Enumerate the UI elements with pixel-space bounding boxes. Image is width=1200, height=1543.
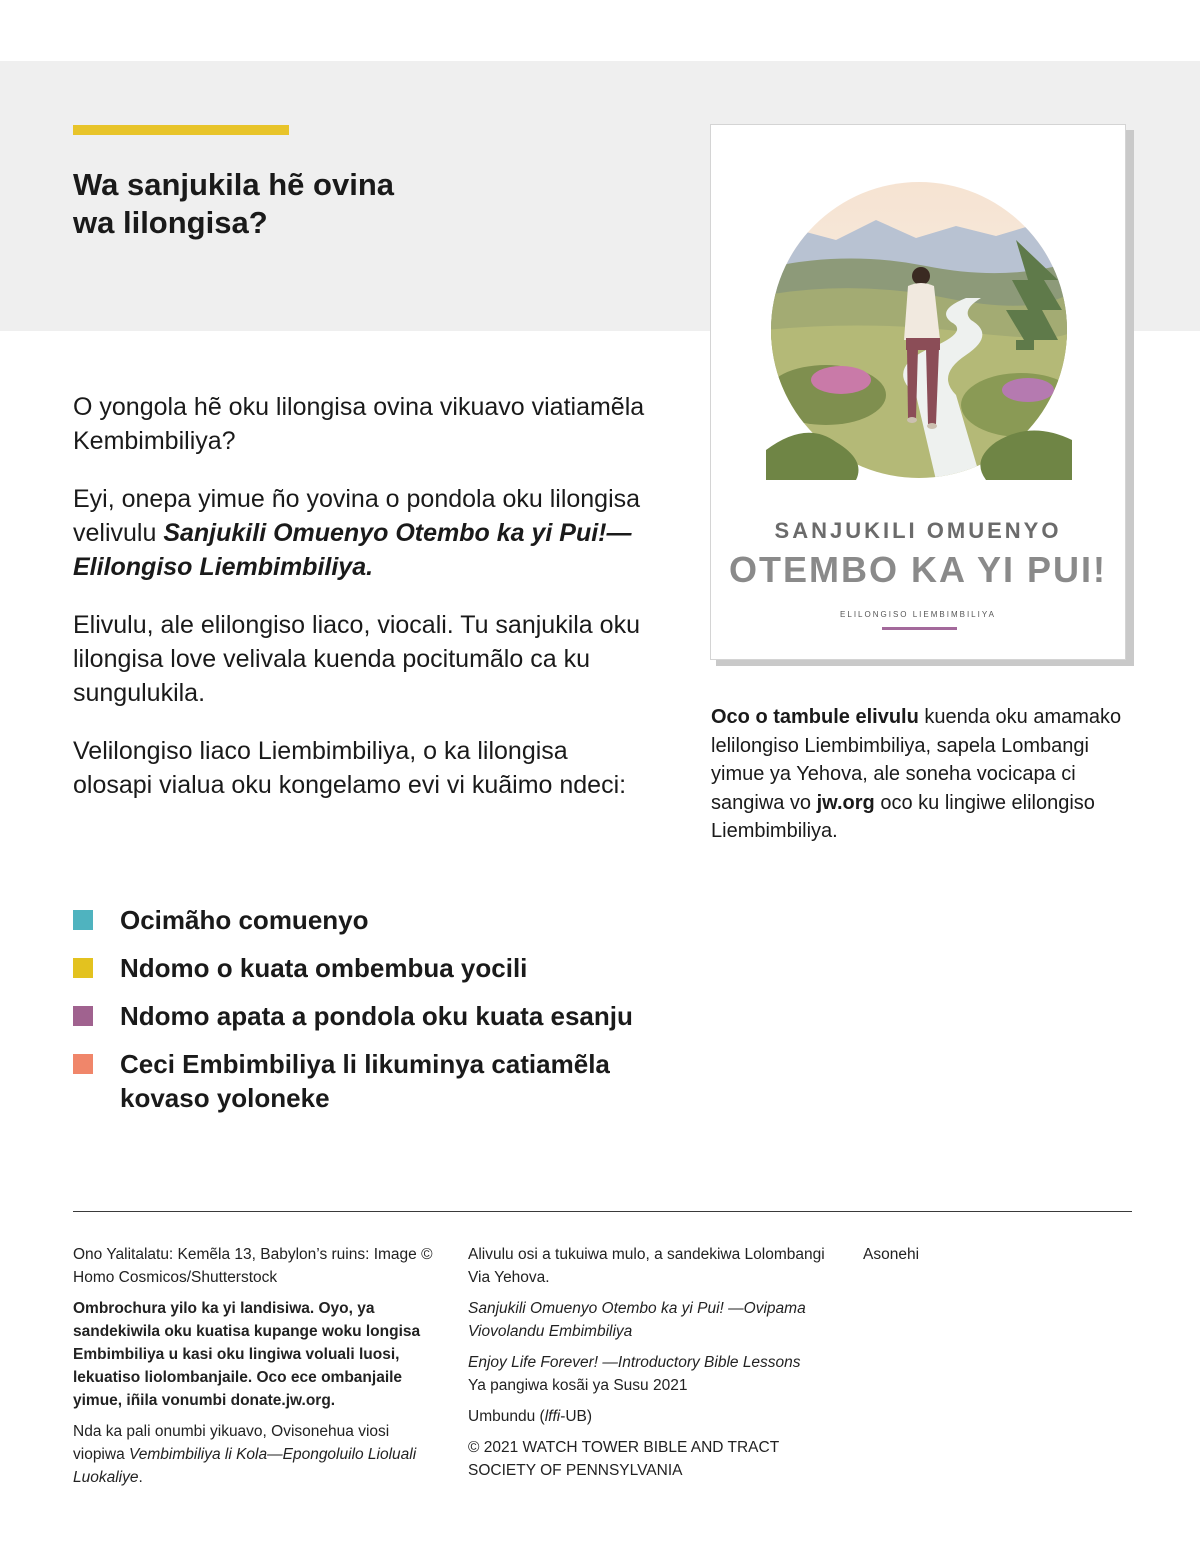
english-title (468, 1351, 828, 1397)
square-bullet-icon (73, 1054, 93, 1074)
intro-text (73, 390, 653, 826)
topic-item (73, 999, 693, 1033)
request-lead: Oco o tambule elivulu (711, 706, 919, 728)
topic-item (73, 1047, 693, 1115)
language-code-pre: Umbundu ( (468, 1408, 545, 1425)
intro-paragraph-4: Velilongiso liaco Liembimbiliya, o ka lilongisa olosapi vialua oku kongelamo evi vi kuãimo ndeci: (73, 737, 627, 799)
book-cover (710, 124, 1126, 660)
intro-paragraph-1: O yongola hẽ oku lilongisa ovina vikuavo viatiamẽla Kembimbiliya? (73, 393, 645, 455)
topic-item-label: Ndomo o kuata ombembua yocili (120, 953, 528, 983)
footer-divider (73, 1211, 1132, 1212)
language-code-post: -UB) (560, 1408, 593, 1425)
request-text-b: oco ku lingiwe elilongiso Liembimbiliya. (711, 791, 1095, 842)
topic-item (73, 903, 693, 937)
cover-title-large: OTEMBO KA YI PUI! (728, 549, 1108, 590)
bible-title: Vembimbiliya li Kola—Epongoluilo Lioluali Luokaliye (73, 1446, 417, 1486)
publisher-note: Alivulu osi a tukuiwa mulo, a sandekiwa Lolombangi Via Yehova. (468, 1246, 825, 1286)
square-bullet-icon (73, 1006, 93, 1026)
intro-paragraph-3: Elivulu, ale elilongiso liaco, viocali. Tu sanjukila oku lilongisa love velivala kuenda pocitumãlo ca ku sungulukila. (73, 611, 640, 707)
topic-item-label: Ceci Embimbiliya li likuminya catiamẽla kovaso yoloneke (120, 1049, 610, 1113)
photo-credit: Ono Yalitalatu: Kemẽla 13, Babylon’s ruins: Image © Homo Cosmicos/Shutterstock (73, 1246, 433, 1286)
accent-bar (73, 125, 289, 135)
topic-list (73, 903, 693, 1129)
topic-item-label: Ndomo apata a pondola oku kuata esanju (120, 1001, 633, 1031)
jw-org-link[interactable]: jw.org (816, 791, 875, 814)
footer-column-2 (468, 1243, 828, 1490)
language-code-symbol: lffi (544, 1408, 561, 1425)
scripture-note-end: . (138, 1469, 143, 1486)
cover-illustration (766, 180, 1072, 480)
footer-column-1 (73, 1243, 443, 1497)
request-text-a: kuenda oku amamako lelilongiso Liembimbiliya, sapela Lombangi yimue ya Yehova, ale soneha vocicapa ci sangiwa vo (711, 706, 1122, 814)
topic-item-label: Ocimãho comuenyo (120, 905, 369, 935)
copyright: © 2021 WATCH TOWER BIBLE AND TRACT SOCIETY OF PENNSYLVANIA (468, 1439, 779, 1479)
intro-paragraph-2 (73, 482, 653, 584)
language-code (468, 1405, 828, 1428)
intro-paragraph-2-text: Eyi, onepa yimue ño yovina o pondola oku lilongisa velivulu (73, 485, 641, 547)
donation-note: Ombrochura yilo ka yi landisiwa. Oyo, ya sandekiwila oku kuatisa kupange woku longisa Embimbiliya u kasi oku lingiwa voluali luosi, lekuatiso liolombanjaile. Oco ece ombanjaile yimue, iñila vonumbi donate.jw.org. (73, 1300, 421, 1409)
square-bullet-icon (73, 910, 93, 930)
request-info (711, 703, 1131, 846)
umbundu-title-text: Sanjukili Omuenyo Otembo ka yi Pui! —Ovipama Viovolandu Embimbiliya (468, 1300, 806, 1340)
heading-line-2: wa lilongisa? (73, 205, 268, 240)
cover-subtitle: ELILONGISO LIEMBIMBILIYA (840, 610, 996, 619)
topic-item (73, 951, 693, 985)
heading-line-1: Wa sanjukila hẽ ovina (73, 167, 395, 202)
book-title: Sanjukili Omuenyo Otembo ka yi Pui!—Elilongiso Liembimbiliya. (73, 519, 632, 581)
square-bullet-icon (73, 958, 93, 978)
english-title-text: Enjoy Life Forever! —Introductory Bible Lessons (468, 1354, 801, 1371)
print-date: Ya pangiwa kosãi ya Susu 2021 (468, 1377, 688, 1394)
scripture-note (73, 1420, 443, 1489)
scripture-note-text: Nda ka pali onumbi yikuavo, Ovisonehua viosi viopiwa (73, 1423, 390, 1463)
page-heading (73, 166, 593, 242)
umbundu-title (468, 1297, 828, 1343)
cover-accent-line (882, 627, 957, 630)
cover-title-small: SANJUKILI OMUENYO (774, 518, 1062, 543)
asonehi-label: Asonehi (863, 1246, 920, 1263)
footer-column-3 (863, 1243, 1123, 1274)
